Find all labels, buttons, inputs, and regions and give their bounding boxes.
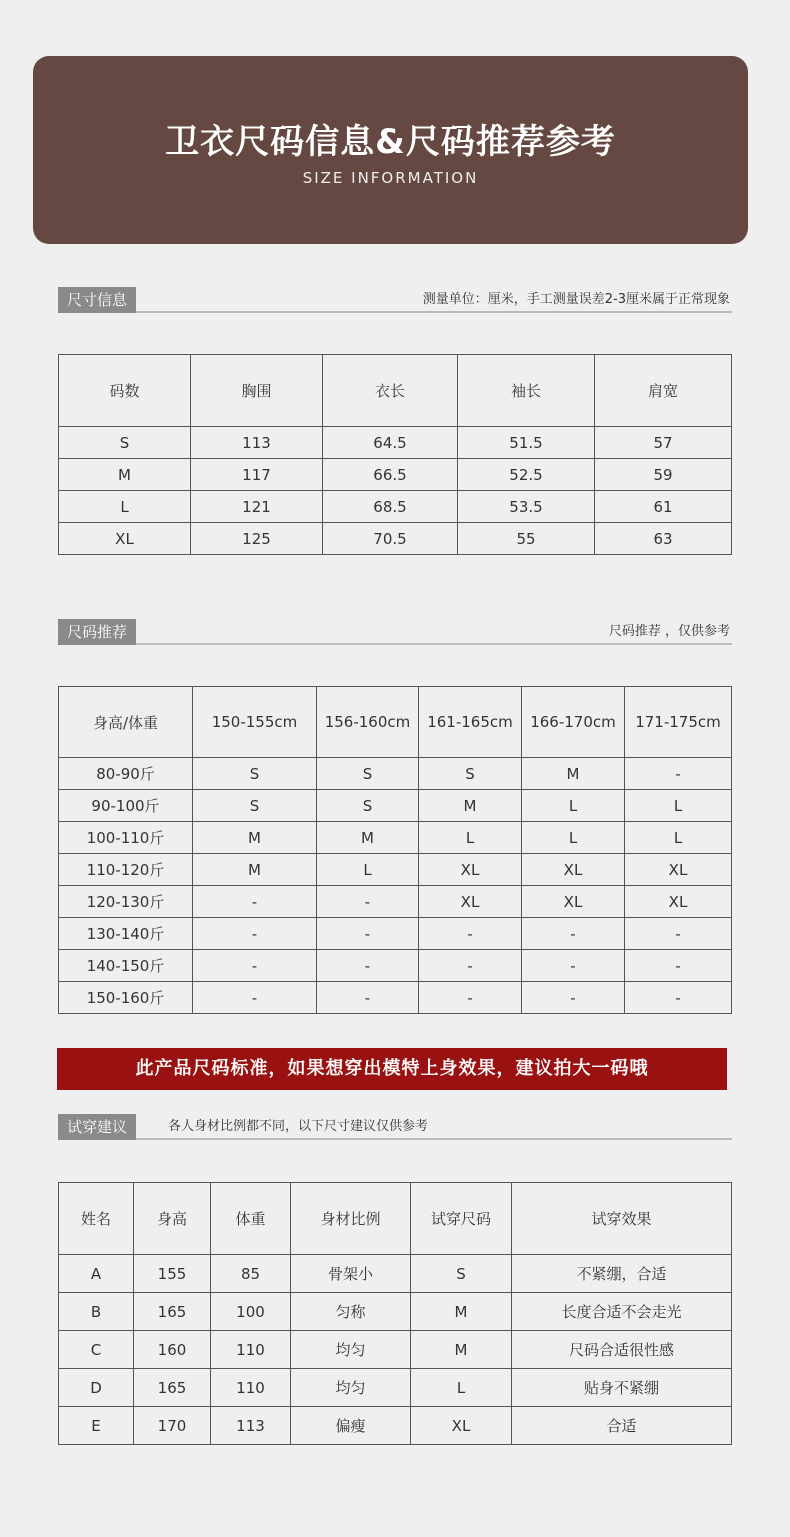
table-cell: 140-150斤: [59, 950, 193, 982]
table-cell: L: [522, 790, 625, 822]
table-cell: 110: [211, 1369, 291, 1407]
table-cell: 100-110斤: [59, 822, 193, 854]
table-row: [59, 1369, 732, 1407]
table-cell: -: [193, 918, 317, 950]
table-cell: 130-140斤: [59, 918, 193, 950]
header-cell: 156-160cm: [317, 687, 419, 758]
table-cell: 匀称: [291, 1293, 411, 1331]
page-subtitle: SIZE INFORMATION: [302, 169, 479, 187]
table-cell: 66.5: [323, 459, 458, 491]
table-row: [59, 1255, 732, 1293]
table-cell: -: [317, 886, 419, 918]
table-cell: -: [625, 950, 732, 982]
table-cell: XL: [625, 886, 732, 918]
table-cell: 均匀: [291, 1369, 411, 1407]
table-row: [59, 758, 732, 790]
header-cell: 试穿效果: [512, 1183, 732, 1255]
header-banner: [33, 56, 748, 244]
header-cell: 体重: [211, 1183, 291, 1255]
table-cell: 80-90斤: [59, 758, 193, 790]
table-cell: XL: [522, 886, 625, 918]
header-cell: 身高: [134, 1183, 211, 1255]
table-cell: -: [522, 950, 625, 982]
header-cell: 试穿尺码: [411, 1183, 512, 1255]
table-cell: M: [193, 822, 317, 854]
table-cell: L: [522, 822, 625, 854]
table-cell: L: [625, 822, 732, 854]
table-cell: 121: [191, 491, 323, 523]
try-on-table: [58, 1182, 732, 1445]
table-cell: S: [193, 790, 317, 822]
size-notice-banner: 此产品尺码标准，如果想穿出模特上身效果，建议拍大一码哦: [57, 1048, 727, 1090]
header-cell: 身高/体重: [59, 687, 193, 758]
table-cell: 125: [191, 523, 323, 555]
header-cell: 衣长: [323, 355, 458, 427]
table-cell: S: [411, 1255, 512, 1293]
table-cell: 85: [211, 1255, 291, 1293]
table-cell: -: [419, 982, 522, 1014]
size-info-tag: 尺寸信息: [58, 287, 136, 313]
header-cell: 166-170cm: [522, 687, 625, 758]
table-cell: 68.5: [323, 491, 458, 523]
size-info-note: 测量单位：厘米，手工测量误差2-3厘米属于正常现象: [422, 292, 730, 307]
table-cell: 110: [211, 1331, 291, 1369]
table-cell: S: [419, 758, 522, 790]
table-cell: 52.5: [458, 459, 595, 491]
table-header-row: [59, 1183, 732, 1255]
table-cell: -: [522, 918, 625, 950]
table-cell: 155: [134, 1255, 211, 1293]
table-row: [59, 523, 732, 555]
table-cell: 113: [191, 427, 323, 459]
table-cell: M: [411, 1293, 512, 1331]
header-cell: 身材比例: [291, 1183, 411, 1255]
page-title: 卫衣尺码信息&尺码推荐参考: [165, 122, 616, 162]
table-cell: S: [317, 758, 419, 790]
table-row: [59, 790, 732, 822]
table-cell: -: [625, 918, 732, 950]
table-cell: -: [625, 758, 732, 790]
size-rec-note: 尺码推荐 ，仅供参考: [608, 624, 730, 639]
size-info-section-header: [58, 285, 732, 313]
table-cell: A: [59, 1255, 134, 1293]
table-cell: 61: [595, 491, 732, 523]
table-row: [59, 854, 732, 886]
table-cell: 贴身不紧绷: [512, 1369, 732, 1407]
table-cell: 51.5: [458, 427, 595, 459]
table-row: [59, 427, 732, 459]
table-cell: XL: [419, 854, 522, 886]
table-cell: 均匀: [291, 1331, 411, 1369]
size-rec-section-header: [58, 617, 732, 645]
table-header-row: [59, 687, 732, 758]
table-cell: -: [317, 950, 419, 982]
table-cell: M: [317, 822, 419, 854]
try-on-section-header: [58, 1112, 732, 1140]
table-cell: B: [59, 1293, 134, 1331]
table-cell: E: [59, 1407, 134, 1445]
table-cell: XL: [522, 854, 625, 886]
table-cell: L: [317, 854, 419, 886]
table-cell: M: [419, 790, 522, 822]
table-cell: 100: [211, 1293, 291, 1331]
table-cell: M: [59, 459, 191, 491]
table-cell: 长度合适不会走光: [512, 1293, 732, 1331]
table-cell: 59: [595, 459, 732, 491]
table-row: [59, 918, 732, 950]
table-cell: -: [419, 918, 522, 950]
table-cell: L: [59, 491, 191, 523]
table-cell: M: [522, 758, 625, 790]
table-row: [59, 886, 732, 918]
table-cell: 120-130斤: [59, 886, 193, 918]
table-cell: 70.5: [323, 523, 458, 555]
table-cell: M: [193, 854, 317, 886]
table-cell: L: [625, 790, 732, 822]
table-cell: 150-160斤: [59, 982, 193, 1014]
header-cell: 171-175cm: [625, 687, 732, 758]
table-row: [59, 982, 732, 1014]
table-cell: S: [317, 790, 419, 822]
table-cell: S: [193, 758, 317, 790]
table-cell: XL: [411, 1407, 512, 1445]
table-cell: 117: [191, 459, 323, 491]
table-cell: 64.5: [323, 427, 458, 459]
table-cell: 165: [134, 1369, 211, 1407]
table-cell: L: [411, 1369, 512, 1407]
header-cell: 袖长: [458, 355, 595, 427]
table-header-row: [59, 355, 732, 427]
table-cell: C: [59, 1331, 134, 1369]
table-cell: S: [59, 427, 191, 459]
table-row: [59, 1293, 732, 1331]
table-cell: 113: [211, 1407, 291, 1445]
table-cell: XL: [625, 854, 732, 886]
table-cell: 110-120斤: [59, 854, 193, 886]
table-cell: -: [193, 950, 317, 982]
table-cell: XL: [59, 523, 191, 555]
table-cell: 165: [134, 1293, 211, 1331]
table-cell: -: [419, 950, 522, 982]
table-cell: L: [419, 822, 522, 854]
table-cell: -: [522, 982, 625, 1014]
table-cell: 90-100斤: [59, 790, 193, 822]
table-cell: 57: [595, 427, 732, 459]
table-cell: -: [625, 982, 732, 1014]
table-cell: 偏瘦: [291, 1407, 411, 1445]
table-cell: 170: [134, 1407, 211, 1445]
table-row: [59, 950, 732, 982]
try-on-note: 各人身材比例都不同，以下尺寸建议仅供参考: [168, 1119, 429, 1134]
header-cell: 码数: [59, 355, 191, 427]
table-cell: 53.5: [458, 491, 595, 523]
table-cell: -: [317, 918, 419, 950]
table-cell: 55: [458, 523, 595, 555]
table-row: [59, 459, 732, 491]
table-row: [59, 491, 732, 523]
table-cell: 63: [595, 523, 732, 555]
header-cell: 161-165cm: [419, 687, 522, 758]
table-row: [59, 1407, 732, 1445]
header-cell: 胸围: [191, 355, 323, 427]
table-cell: -: [193, 982, 317, 1014]
table-cell: D: [59, 1369, 134, 1407]
header-cell: 姓名: [59, 1183, 134, 1255]
header-cell: 肩宽: [595, 355, 732, 427]
table-cell: -: [317, 982, 419, 1014]
table-cell: 不紧绷，合适: [512, 1255, 732, 1293]
table-cell: 骨架小: [291, 1255, 411, 1293]
table-cell: M: [411, 1331, 512, 1369]
try-on-tag: 试穿建议: [58, 1114, 136, 1140]
table-cell: -: [193, 886, 317, 918]
table-row: [59, 822, 732, 854]
size-rec-tag: 尺码推荐: [58, 619, 136, 645]
table-row: [59, 1331, 732, 1369]
table-cell: 160: [134, 1331, 211, 1369]
header-cell: 150-155cm: [193, 687, 317, 758]
table-cell: 尺码合适很性感: [512, 1331, 732, 1369]
table-cell: 合适: [512, 1407, 732, 1445]
table-cell: XL: [419, 886, 522, 918]
size-info-table: [58, 354, 732, 555]
size-rec-table: [58, 686, 732, 1014]
